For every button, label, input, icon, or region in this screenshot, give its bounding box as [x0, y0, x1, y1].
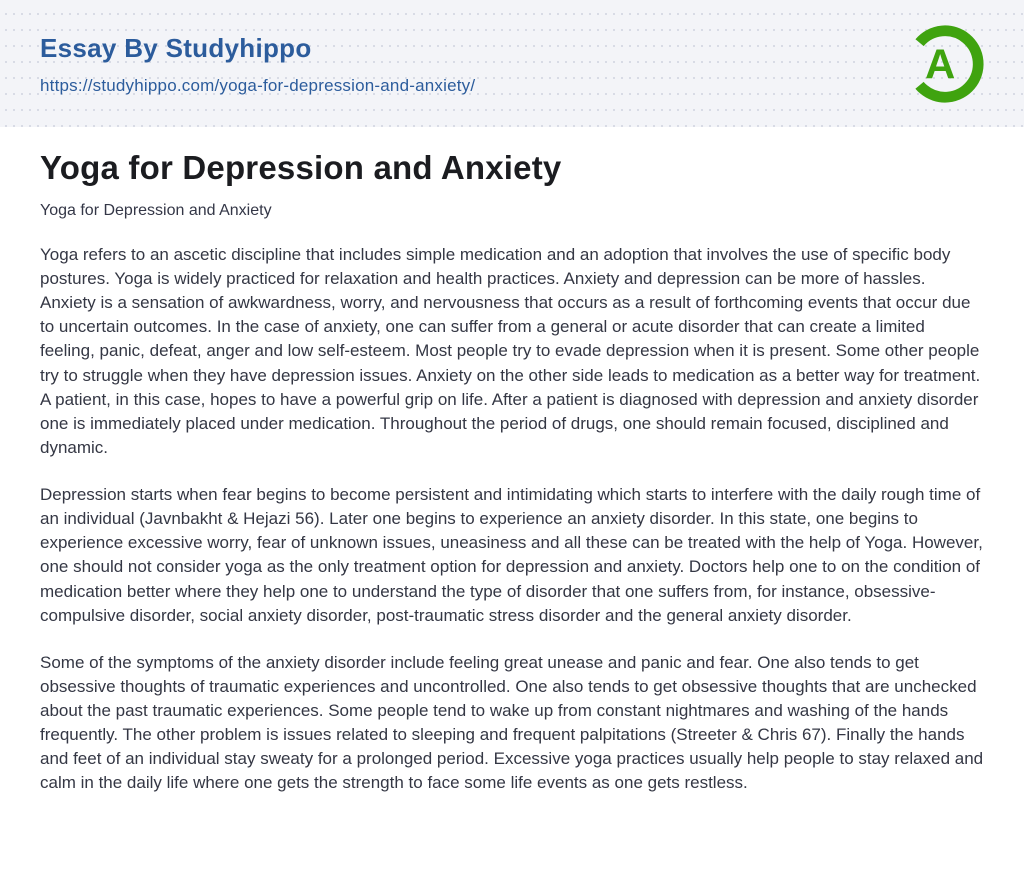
essay-body: [40, 243, 984, 796]
essay-paragraph: Some of the symptoms of the anxiety disorder include feeling great unease and panic and fear. One also tends to get obsessive thoughts of traumatic experiences and uncontrolled. One also tends to get obsessive thoughts that are unchecked about the past traumatic experiences. Some people tend to wake up from constant nightmares and washing of the hands frequently. The other problem is issues related to sleeping and frequent palpitations (Streeter & Chris 67). Finally the hands and feet of an individual stay sweaty for a prolonged period. Excessive yoga practices usually help people to stay relaxed and calm in the daily life where one gets the strength to face some life events as one gets restless.: [40, 652, 984, 793]
site-title: Essay By Studyhippo: [40, 33, 312, 64]
logo-arc-icon: [904, 23, 986, 105]
page-header: [0, 0, 1024, 127]
logo-letter: A: [924, 40, 956, 88]
essay-title: Yoga for Depression and Anxiety: [40, 149, 562, 186]
header-text-block: [40, 31, 475, 95]
essay-article: [0, 127, 1024, 796]
essay-paragraph: Depression starts when fear begins to become persistent and intimidating which starts to interfere with the daily rough time of an individual (Javnbakht & Hejazi 56). Later one begins to experience an anxiety disorder. In this state, one begins to experience excessive worry, fear of unknown issues, uneasiness and all these can be treated with the help of Yoga. However, one should not consider yoga as the only treatment option for depression and anxiety. Doctors help one to on the condition of medication better where they help one to understand the type of disorder that one suffers from, for instance, obsessive-compulsive disorder, social anxiety disorder, post-traumatic stress disorder and the general anxiety disorder.: [40, 485, 983, 625]
essay-subtitle: Yoga for Depression and Anxiety: [40, 201, 272, 219]
essay-url-link[interactable]: https://studyhippo.com/yoga-for-depression-and-anxiety/: [40, 75, 476, 95]
studyhippo-logo: [904, 23, 986, 105]
essay-paragraph: Yoga refers to an ascetic discipline that includes simple medication and an adoption that involves the use of specific body postures. Yoga is widely practiced for relaxation and health practices. Anxiety and depression can be more of hassles. Anxiety is a sensation of awkwardness, worry, and nervousness that occurs as a result of forthcoming events that occur due to uncertain outcomes. In the case of anxiety, one can suffer from a general or acute disorder that can create a limited feeling, panic, defeat, anger and low self-esteem. Most people try to evade depression when it is present. Some other people try to struggle when they have depression issues. Anxiety on the other side leads to medication as a better way for treatment. A patient, in this case, hopes to have a powerful grip on life. After a patient is diagnosed with depression and anxiety disorder one is immediately placed under medication. Throughout the period of drugs, one should remain focused, disciplined and dynamic.: [40, 244, 981, 457]
